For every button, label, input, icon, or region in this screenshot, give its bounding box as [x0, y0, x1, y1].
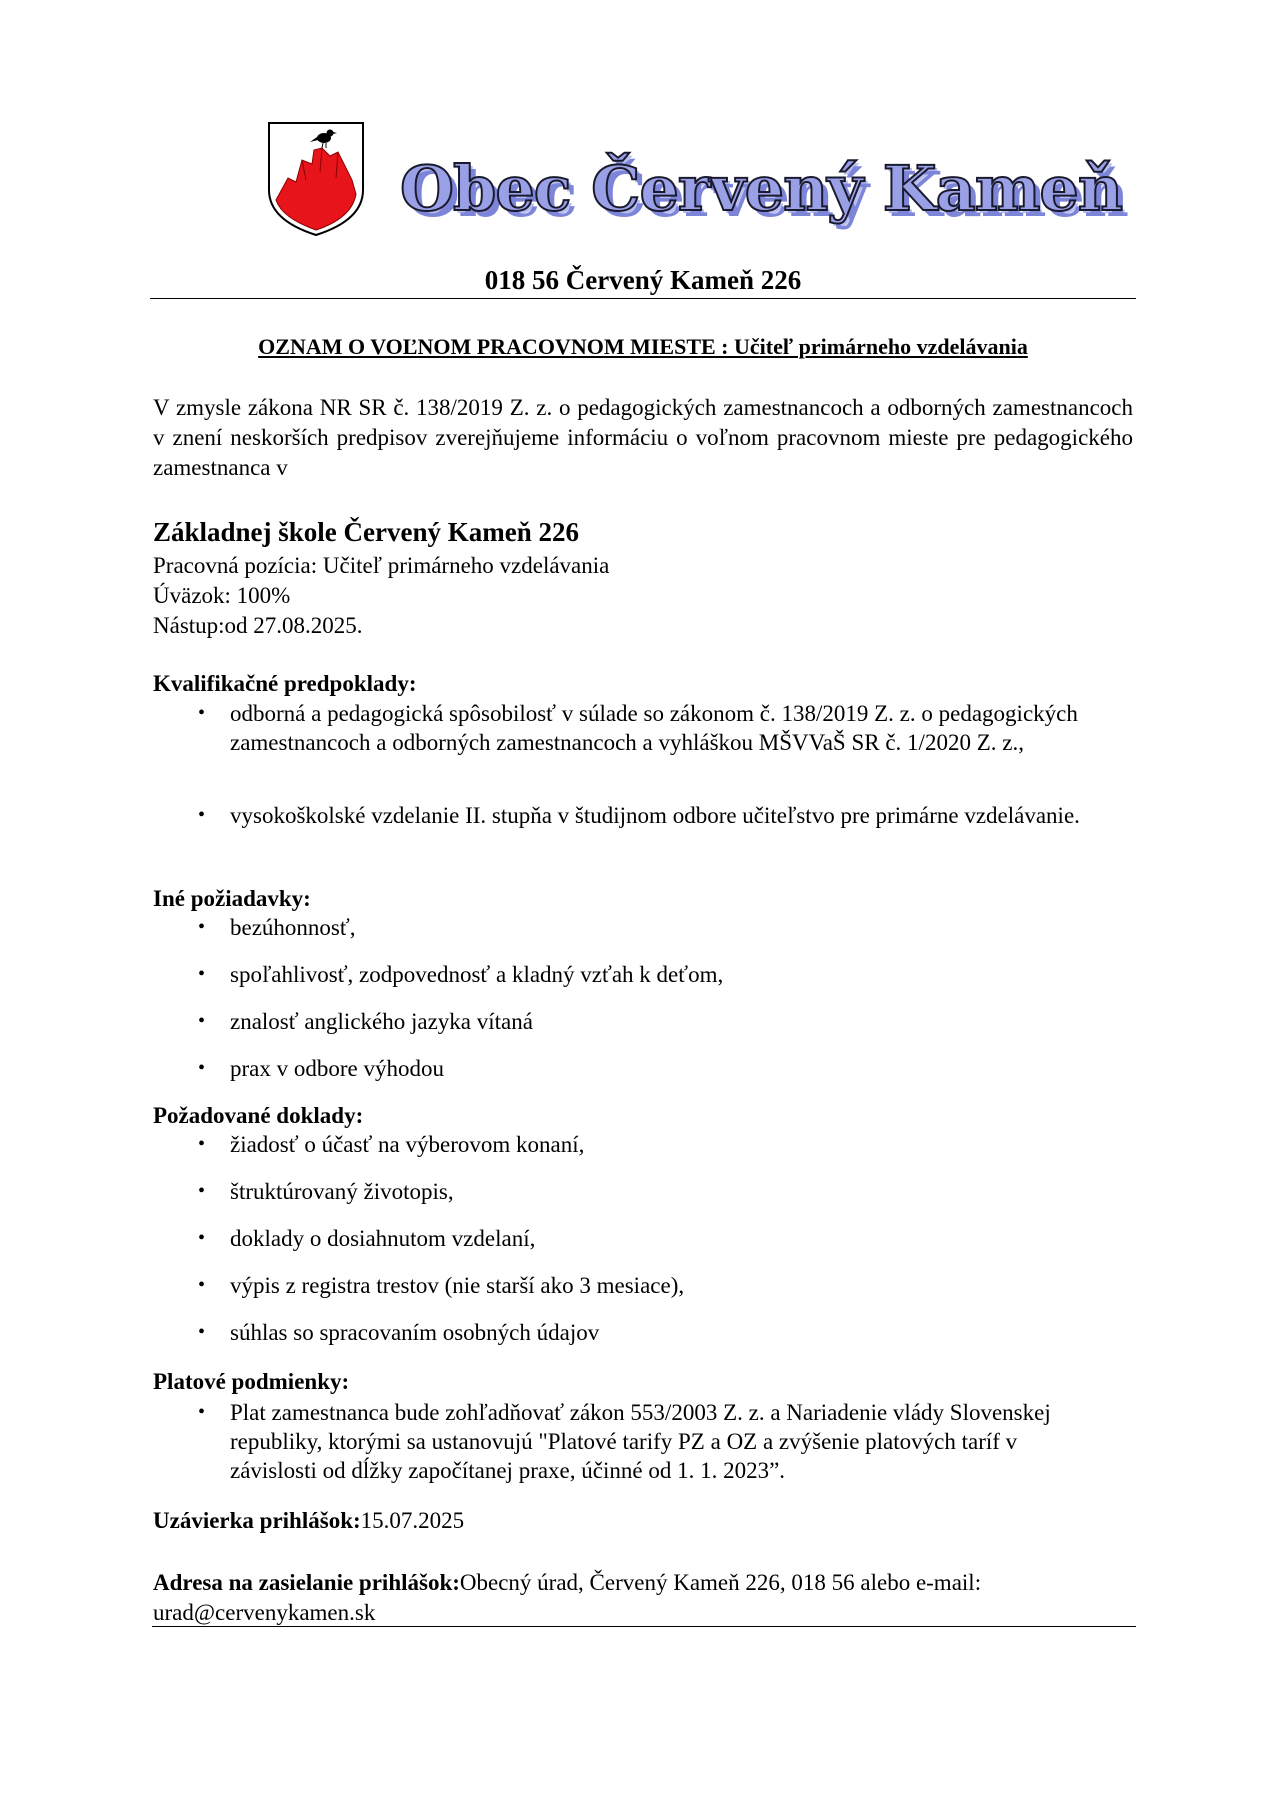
header-divider: [150, 298, 1136, 299]
required-documents-heading: Požadované doklady:: [153, 1103, 364, 1128]
application-address: [153, 1568, 1136, 1628]
list-item: • súhlas so spracovaním osobných údajov: [230, 1318, 1135, 1347]
deadline-line: [153, 1508, 464, 1534]
other-requirements-heading: Iné požiadavky:: [153, 886, 311, 911]
list-item: • Plat zamestnanca bude zohľadňovať zákon 553/2003 Z. z. a Nariadenie vlády Slovenskej republiky, ktorými sa ustanovujú "Platové tarify PZ a OZ a zvýšenie platových taríf v závislosti od dĺžky započítanej praxe, účinné od 1. 1. 2023”.: [230, 1398, 1100, 1485]
list-item: • výpis z registra trestov (nie starší ako 3 mesiace),: [230, 1271, 1135, 1300]
list-item: • spoľahlivosť, zodpovednosť a kladný vzťah k deťom,: [230, 960, 1135, 989]
list-item: • doklady o dosiahnutom vzdelaní,: [230, 1224, 1135, 1253]
coat-of-arms-icon: [266, 120, 366, 238]
municipality-title: Obec Červený Kameň: [400, 152, 1122, 225]
list-item: • bezúhonnosť,: [230, 913, 1135, 942]
email-link[interactable]: urad@cervenykamen.sk: [153, 1600, 376, 1625]
application-address-value: Obecný úrad, Červený Kameň 226, 018 56 alebo e-mail:: [459, 1570, 982, 1595]
notice-title: OZNAM O VOĽNOM PRACOVNOM MIESTE : Učiteľ primárneho vzdelávania: [258, 334, 1028, 359]
list-item: • vysokoškolské vzdelanie II. stupňa v študijnom odbore učiteľstvo pre primárne vzdelávanie.: [230, 801, 1135, 830]
footer-divider: [152, 1626, 1136, 1627]
list-item: • odborná a pedagogická spôsobilosť v súlade so zákonom č. 138/2019 Z. z. o pedagogických zamestnancoch a odborných zamestnancoch a vyhláškou MŠVVaŠ SR č. 1/2020 Z. z.,: [230, 699, 1135, 757]
list-item: • prax v odbore výhodou: [230, 1054, 1135, 1083]
application-address-label: Adresa na zasielanie prihlášok:: [153, 1570, 460, 1595]
start-date-line: Nástup:od 27.08.2025.: [153, 613, 363, 638]
workload-line: Úväzok: 100%: [153, 583, 291, 608]
intro-paragraph: V zmysle zákona NR SR č. 138/2019 Z. z. o pedagogických zamestnancoch a odborných zamestnancoch v znení neskorších predpisov zverejňujeme informáciu o voľnom pracovnom mieste pre pedagogického zamestnanca v: [153, 395, 1133, 480]
list-item: • štruktúrovaný životopis,: [230, 1177, 1135, 1206]
list-item: • žiadosť o účasť na výberovom konaní,: [230, 1130, 1135, 1159]
deadline-value: 15.07.2025: [360, 1508, 465, 1533]
qualifications-heading: Kvalifikačné predpoklady:: [153, 671, 417, 696]
salary-heading: Platové podmienky:: [153, 1369, 350, 1394]
school-name: Základnej škole Červený Kameň 226: [153, 517, 580, 547]
deadline-label: Uzávierka prihlášok:: [153, 1508, 361, 1533]
municipality-address: 018 56 Červený Kameň 226: [484, 265, 802, 295]
list-item: • znalosť anglického jazyka vítaná: [230, 1007, 1135, 1036]
position-line: Pracovná pozícia: Učiteľ primárneho vzdelávania: [153, 553, 610, 578]
